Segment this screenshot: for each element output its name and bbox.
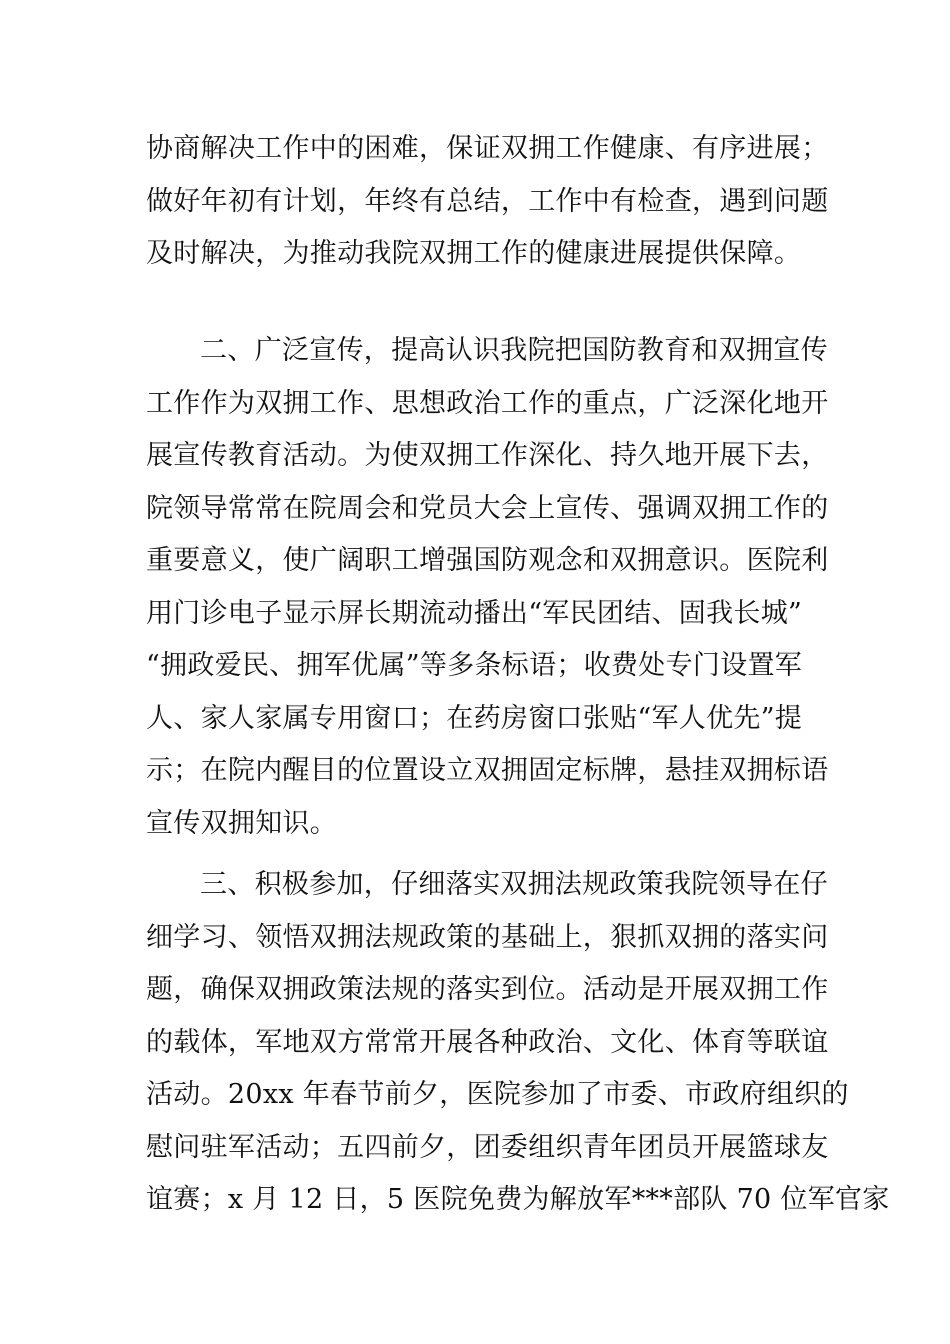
paragraph-2-line: 院领导常常在院周会和党员大会上宣传、强调双拥工作的	[146, 492, 829, 524]
paragraph-3-line: 三、积极参加，仔细落实双拥法规政策我院领导在仔	[200, 869, 828, 900]
paragraph-3-line: 慰问驻军活动；五四前夕，团委组织青年团员开展篮球友	[146, 1131, 829, 1163]
paragraph-2-line: 展宣传教育活动。为使双拥工作深化、持久地开展下去，	[146, 440, 829, 471]
paragraph-3-line: 活动。20xx 年春节前夕，医院参加了市委、市政府组织的	[146, 1079, 849, 1110]
paragraph-2-line: 二、广泛宣传，提高认识我院把国防教育和双拥宣传	[200, 335, 828, 366]
paragraph-2-line: 重要意义，使广阔职工增强国防观念和双拥意识。医院利	[146, 545, 829, 576]
paragraph-3-line: 细学习、领悟双拥法规政策的基础上，狠抓双拥的落实问	[146, 921, 829, 953]
paragraph-3-line: 题，确保双拥政策法规的落实到位。活动是开展双拥工作	[146, 974, 829, 1005]
paragraph-1	[146, 123, 829, 281]
paragraph-1-line: 做好年初有计划，年终有总结，工作中有检查，遇到问题	[146, 185, 829, 217]
paragraph-2-line: 工作作为双拥工作、思想政治工作的重点，广泛深化地开	[146, 387, 829, 419]
paragraph-1-line: 协商解决工作中的困难，保证双拥工作健康、有序进展；	[146, 133, 829, 164]
paragraph-3-line: 的载体，军地双方常常开展各种政治、文化、体育等联谊	[146, 1026, 829, 1058]
paragraph-2-line: 人、家人家属专用窗口；在药房窗口张贴“军人优先”提	[146, 702, 803, 734]
paragraph-2-line: 用门诊电子显示屏长期流动播出“军民团结、固我长城”	[146, 597, 803, 629]
paragraph-1-line: 及时解决，为推动我院双拥工作的健康进展提供保障。	[146, 238, 802, 269]
paragraph-2-line: 宣传双拥知识。	[146, 807, 338, 839]
paragraph-3-line: 谊赛；x 月 12 日，5 医院免费为解放军***部队 70 位军官家	[146, 1184, 890, 1215]
paragraph-2-line: “拥政爱民、拥军优属”等多条标语；收费处专门设置军	[146, 650, 803, 681]
paragraph-2-line: 示；在院内醒目的位置设立双拥固定标牌，悬挂双拥标语	[146, 755, 829, 786]
paragraph-2	[146, 325, 829, 850]
paragraph-3	[146, 859, 890, 1227]
